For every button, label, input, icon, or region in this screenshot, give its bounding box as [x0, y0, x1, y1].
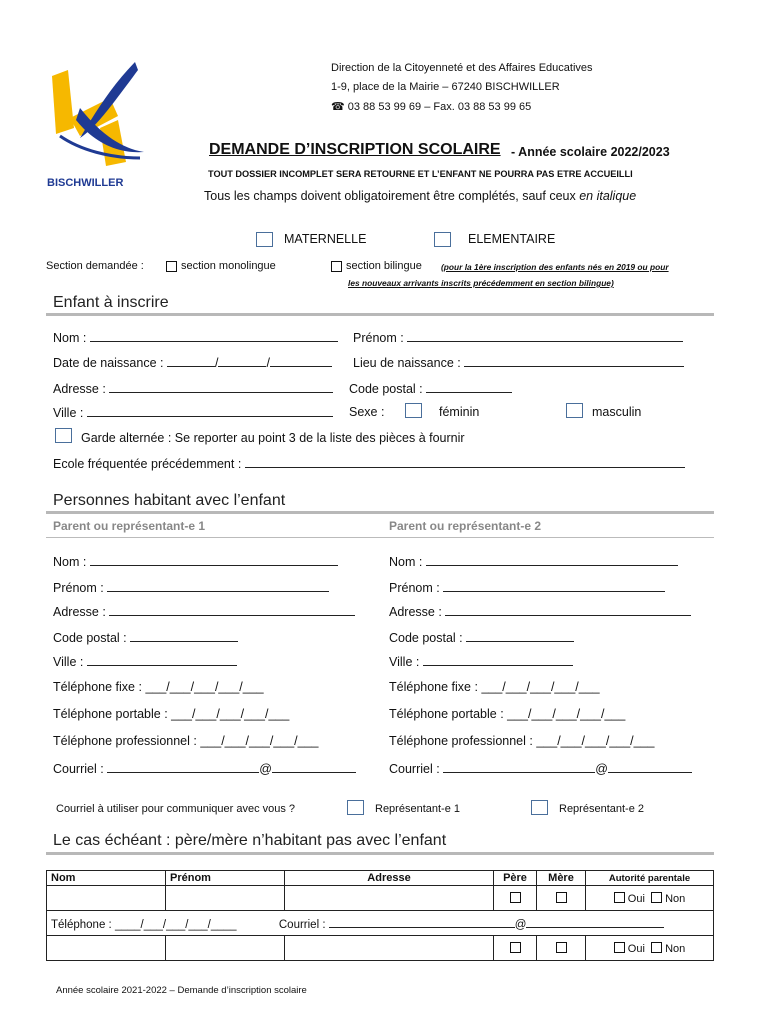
p1-courriel-field[interactable] — [53, 761, 356, 776]
feminin-label: féminin — [439, 405, 480, 419]
mandatory-note — [204, 189, 636, 203]
p2-tel-port-label: Téléphone portable : — [389, 707, 504, 721]
p2-tel-pro-label: Téléphone professionnel : — [389, 734, 533, 748]
row2-non-label: Non — [665, 942, 686, 955]
p2-tel-fixe-label: Téléphone fixe : — [389, 680, 478, 694]
section-label: Section demandée : — [46, 260, 144, 272]
row2-prenom-cell[interactable] — [166, 936, 285, 961]
bischwiller-logo — [40, 58, 150, 188]
header-address-1: Direction de la Citoyenneté et des Affaires Educatives — [331, 62, 593, 74]
enfant-ville-field[interactable] — [53, 405, 333, 420]
elementaire-checkbox[interactable] — [434, 232, 451, 247]
enfant-adresse-field[interactable] — [53, 381, 333, 396]
row2-mere-checkbox[interactable] — [556, 942, 567, 953]
school-year: - Année scolaire 2022/2023 — [511, 145, 670, 159]
col-pere: Père — [494, 871, 537, 886]
enfant-date-field[interactable]: Date de naissance : / / — [53, 355, 332, 370]
rep2-label: Représentant-e 2 — [559, 803, 644, 815]
enfant-cp-label: Code postal : — [349, 382, 423, 396]
enfant-lieu-label: Lieu de naissance : — [353, 356, 461, 370]
logo-caption: BISCHWILLER — [47, 177, 124, 189]
p1-at: @ — [259, 762, 272, 776]
p1-adresse-field[interactable] — [53, 604, 355, 619]
col-adresse: Adresse — [285, 871, 494, 886]
row1-prenom-cell[interactable] — [166, 886, 285, 911]
p1-cp-label: Code postal : — [53, 631, 127, 645]
cas-table-header — [47, 871, 714, 886]
mandatory-note-italic: en italique — [579, 189, 637, 203]
row2-non-checkbox[interactable] — [651, 942, 662, 953]
row2-oui-label: Oui — [627, 942, 645, 955]
rep1-label: Représentant-e 1 — [375, 803, 460, 815]
feminin-checkbox[interactable] — [405, 403, 422, 418]
row1-contact-cell[interactable] — [47, 911, 714, 936]
p2-cp-label: Code postal : — [389, 631, 463, 645]
p2-cp-field[interactable] — [389, 630, 574, 645]
p1-tel-pro-label: Téléphone professionnel : — [53, 734, 197, 748]
enfant-nom-label: Nom : — [53, 331, 87, 345]
p2-tel-fixe-slashes: ___/___/___/___/___ — [481, 680, 600, 694]
p2-ville-label: Ville : — [389, 655, 420, 669]
enfant-prenom-field[interactable] — [353, 330, 683, 345]
header-address-2: 1-9, place de la Mairie – 67240 BISCHWILLER — [331, 81, 560, 93]
p1-tel-fixe-field[interactable] — [53, 680, 264, 694]
row1-telephone-slashes: ____/___/___/___/____ — [114, 918, 237, 931]
p2-tel-port-slashes: ___/___/___/___/___ — [507, 707, 626, 721]
row1-non-label: Non — [665, 892, 686, 905]
masculin-label: masculin — [592, 405, 642, 419]
p1-tel-fixe-slashes: ___/___/___/___/___ — [145, 680, 264, 694]
p1-prenom-label: Prénom : — [53, 581, 104, 595]
p2-prenom-label: Prénom : — [389, 581, 440, 595]
row2-adresse-cell[interactable] — [285, 936, 494, 961]
p2-at: @ — [595, 762, 608, 776]
cas-table — [46, 870, 714, 961]
p1-courriel-label: Courriel : — [53, 762, 104, 776]
p2-tel-pro-slashes: ___/___/___/___/___ — [536, 734, 655, 748]
p1-tel-port-field[interactable] — [53, 707, 289, 721]
p2-adresse-label: Adresse : — [389, 605, 442, 619]
row1-pere-cell — [494, 886, 537, 911]
enfant-date-label: Date de naissance : — [53, 356, 164, 370]
cas-section-title: Le cas échéant : père/mère n’habitant pas avec l’enfant — [53, 832, 447, 849]
row1-pere-checkbox[interactable] — [510, 892, 521, 903]
header-phone: ☎ 03 88 53 99 69 – Fax. 03 88 53 99 65 — [331, 101, 532, 113]
row2-autorite-cell — [586, 936, 714, 961]
p2-tel-fixe-field[interactable] — [389, 680, 600, 694]
enfant-nom-field[interactable] — [53, 330, 338, 345]
p1-nom-field[interactable] — [53, 554, 338, 569]
row1-mere-cell — [537, 886, 586, 911]
col-nom: Nom — [47, 871, 166, 886]
table-row — [47, 936, 714, 961]
p2-tel-pro-field[interactable] — [389, 734, 655, 748]
enfant-rule — [46, 313, 714, 316]
row1-at: @ — [514, 918, 527, 931]
p1-ville-field[interactable] — [53, 654, 237, 669]
rep2-checkbox[interactable] — [531, 800, 548, 815]
row1-autorite-cell — [586, 886, 714, 911]
bilingue-label: section bilingue — [346, 260, 422, 272]
p2-nom-field[interactable] — [389, 554, 678, 569]
row1-mere-checkbox[interactable] — [556, 892, 567, 903]
enfant-sexe-label: Sexe : — [349, 405, 385, 419]
enfant-cp-field[interactable] — [349, 381, 512, 396]
incomplete-warning: TOUT DOSSIER INCOMPLET SERA RETOURNE ET L’ENFANT NE POURRA PAS ETRE ACCUEILLI — [208, 169, 633, 179]
maternelle-checkbox[interactable] — [256, 232, 273, 247]
rep1-checkbox[interactable] — [347, 800, 364, 815]
p1-tel-port-label: Téléphone portable : — [53, 707, 168, 721]
elementaire-label: ELEMENTAIRE — [468, 232, 556, 246]
enfant-ville-label: Ville : — [53, 406, 84, 420]
row1-courriel-label: Courriel : — [278, 918, 326, 931]
monolingue-label: section monolingue — [181, 260, 276, 272]
parent1-header: Parent ou représentant-e 1 — [53, 519, 206, 533]
page-title: DEMANDE D’INSCRIPTION SCOLAIRE — [209, 141, 501, 158]
p1-tel-pro-slashes: ___/___/___/___/___ — [200, 734, 319, 748]
row1-adresse-cell[interactable] — [285, 886, 494, 911]
p1-adresse-label: Adresse : — [53, 605, 106, 619]
parent-header-rule — [46, 537, 714, 538]
p1-nom-label: Nom : — [53, 555, 87, 569]
row1-oui-checkbox[interactable] — [614, 892, 625, 903]
maternelle-label: MATERNELLE — [284, 232, 367, 246]
p2-nom-label: Nom : — [389, 555, 423, 569]
parent2-header: Parent ou représentant-e 2 — [389, 519, 542, 533]
courriel-question: Courriel à utiliser pour communiquer avec vous ? — [56, 803, 296, 815]
ecole-label: Ecole fréquentée précédemment : — [53, 457, 242, 471]
enfant-section-title: Enfant à inscrire — [53, 294, 169, 311]
row2-mere-cell — [537, 936, 586, 961]
p2-adresse-field[interactable] — [389, 604, 691, 619]
mandatory-note-text: Tous les champs doivent obligatoirement être complétés, sauf ceux — [204, 189, 580, 203]
cas-rule — [46, 852, 714, 855]
p1-ville-label: Ville : — [53, 655, 84, 669]
personnes-rule — [46, 511, 714, 514]
col-autorite: Autorité parentale — [586, 871, 714, 886]
p1-cp-field[interactable] — [53, 630, 238, 645]
p2-prenom-field[interactable] — [389, 580, 665, 595]
row2-pere-cell — [494, 936, 537, 961]
logo-mark — [40, 58, 150, 170]
row1-telephone-label: Téléphone : — [51, 918, 112, 931]
p1-prenom-field[interactable] — [53, 580, 329, 595]
enfant-prenom-label: Prénom : — [353, 331, 404, 345]
p1-tel-fixe-label: Téléphone fixe : — [53, 680, 142, 694]
p1-tel-port-slashes: ___/___/___/___/___ — [171, 707, 290, 721]
bilingue-note-2: les nouveaux arrivants inscrits précédemment en section bilingue) — [348, 278, 614, 288]
row1-non-checkbox[interactable] — [651, 892, 662, 903]
p2-tel-port-field[interactable] — [389, 707, 625, 721]
col-prenom: Prénom — [166, 871, 285, 886]
monolingue-checkbox[interactable] — [166, 261, 177, 272]
row2-oui-checkbox[interactable] — [614, 942, 625, 953]
row1-nom-cell[interactable] — [47, 886, 166, 911]
row2-nom-cell[interactable] — [47, 936, 166, 961]
garde-alternee-label: Garde alternée : Se reporter au point 3 de la liste des pièces à fournir — [81, 431, 465, 445]
table-row — [47, 886, 714, 911]
enfant-adresse-label: Adresse : — [53, 382, 106, 396]
enfant-lieu-field[interactable] — [353, 355, 684, 370]
p2-courriel-label: Courriel : — [389, 762, 440, 776]
bilingue-note-1: (pour la 1ère inscription des enfants nés en 2019 ou pour — [441, 262, 669, 272]
masculin-checkbox[interactable] — [566, 403, 583, 418]
table-row — [47, 911, 714, 936]
p2-courriel-field[interactable] — [389, 761, 692, 776]
footer-text: Année scolaire 2021-2022 – Demande d’inscription scolaire — [56, 985, 307, 996]
p1-tel-pro-field[interactable] — [53, 734, 319, 748]
bilingue-checkbox[interactable] — [331, 261, 342, 272]
col-mere: Mère — [537, 871, 586, 886]
row1-oui-label: Oui — [627, 892, 645, 905]
p2-ville-field[interactable] — [389, 654, 573, 669]
garde-alternee-checkbox[interactable] — [55, 428, 72, 443]
row2-pere-checkbox[interactable] — [510, 942, 521, 953]
ecole-field[interactable] — [53, 456, 685, 471]
personnes-section-title: Personnes habitant avec l’enfant — [53, 492, 286, 509]
